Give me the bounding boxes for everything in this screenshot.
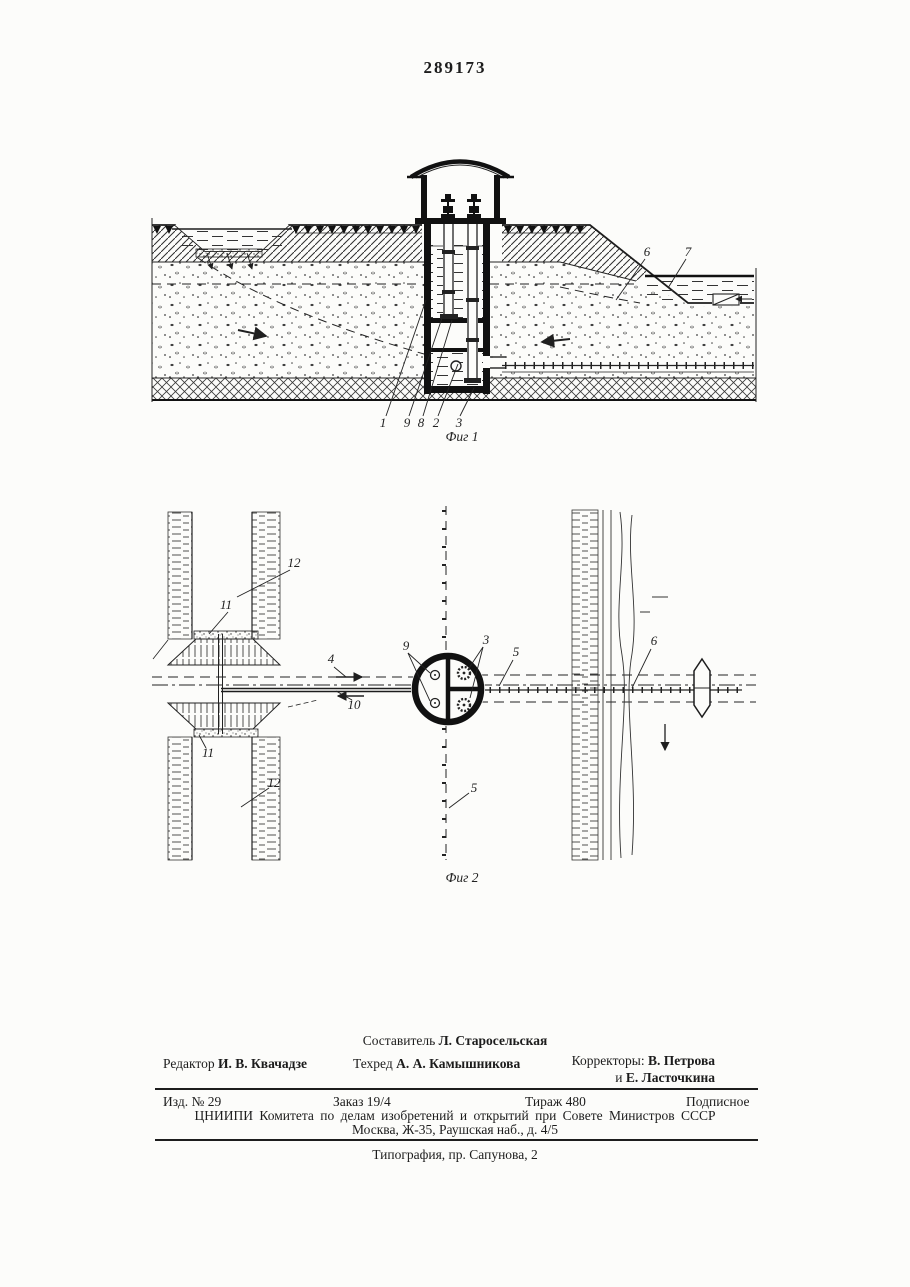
fig1-label-8: 8 (417, 415, 425, 430)
fig1-label-7: 7 (684, 244, 692, 259)
fig2-lower-intake (168, 700, 318, 860)
compiler-role: Составитель (362, 1033, 436, 1048)
imprint-zakaz: Заказ 19/4 (333, 1094, 391, 1109)
fig2-label-4: 4 (327, 651, 335, 666)
credits-compiler (0, 1033, 910, 1049)
rule-bottom (155, 1139, 758, 1141)
imprint-org: ЦНИИПИ Комитета по делам изобретений и открытий при Совете Министров СССР (194, 1108, 716, 1123)
techred-name: А. А. Камышникова (396, 1056, 521, 1071)
fig2-label-6: 6 (650, 633, 658, 648)
figure-1-cross-section (150, 103, 762, 448)
figure-2-plan-view (150, 498, 762, 890)
fig2-well-plan (411, 652, 485, 726)
fig2-outlet-float (665, 659, 710, 750)
fig2-label-11-lower: 11 (201, 745, 215, 760)
fig2-label-3: 3 (482, 632, 490, 647)
editor-role: Редактор (163, 1056, 215, 1071)
credits-techred (353, 1056, 520, 1072)
fig2-label-10: 10 (347, 697, 361, 712)
techred-role: Техред (353, 1056, 393, 1071)
fig1-label-6: 6 (643, 244, 651, 259)
fig2-label-12-upper: 12 (287, 555, 301, 570)
fig2-label-5-axis: 5 (470, 780, 478, 795)
patent-number: 289173 (423, 58, 487, 77)
fig1-caption: Фиг 1 (445, 429, 479, 444)
rule-top (155, 1088, 758, 1090)
imprint-podpisnoe: Подписное (686, 1094, 750, 1109)
fig2-label-9: 9 (402, 638, 410, 653)
credits-correctors (572, 1052, 715, 1086)
imprint-printer: Типография, пр. Сапунова, 2 (372, 1147, 538, 1162)
imprint-address: Москва, Ж-35, Раушская наб., д. 4/5 (351, 1122, 559, 1137)
editor-name: И. В. Квачадзе (217, 1056, 308, 1071)
imprint-tirazh: Тираж 480 (525, 1094, 586, 1109)
fig1-label-3: 3 (455, 415, 463, 430)
fig1-label-2: 2 (432, 415, 440, 430)
fig1-label-9: 9 (403, 415, 411, 430)
compiler-name: Л. Старосельская (438, 1033, 548, 1048)
credits-editor (163, 1056, 307, 1072)
fig2-label-11-upper: 11 (219, 597, 233, 612)
corrector1-name: В. Петрова (647, 1053, 715, 1068)
fig2-label-12-lower: 12 (267, 775, 281, 790)
corrector2-prefix: и (615, 1070, 623, 1085)
fig1-well-house (407, 162, 514, 225)
fig2-label-5-pipe: 5 (512, 644, 520, 659)
fig2-upper-intake (153, 512, 280, 665)
fig1-label-1: 1 (379, 415, 387, 430)
fig2-caption: Фиг 2 (445, 870, 479, 885)
correctors-role: Корректоры: (571, 1053, 645, 1068)
corrector2-name: Е. Ласточкина (625, 1070, 715, 1085)
imprint-izd: Изд. № 29 (163, 1094, 222, 1109)
